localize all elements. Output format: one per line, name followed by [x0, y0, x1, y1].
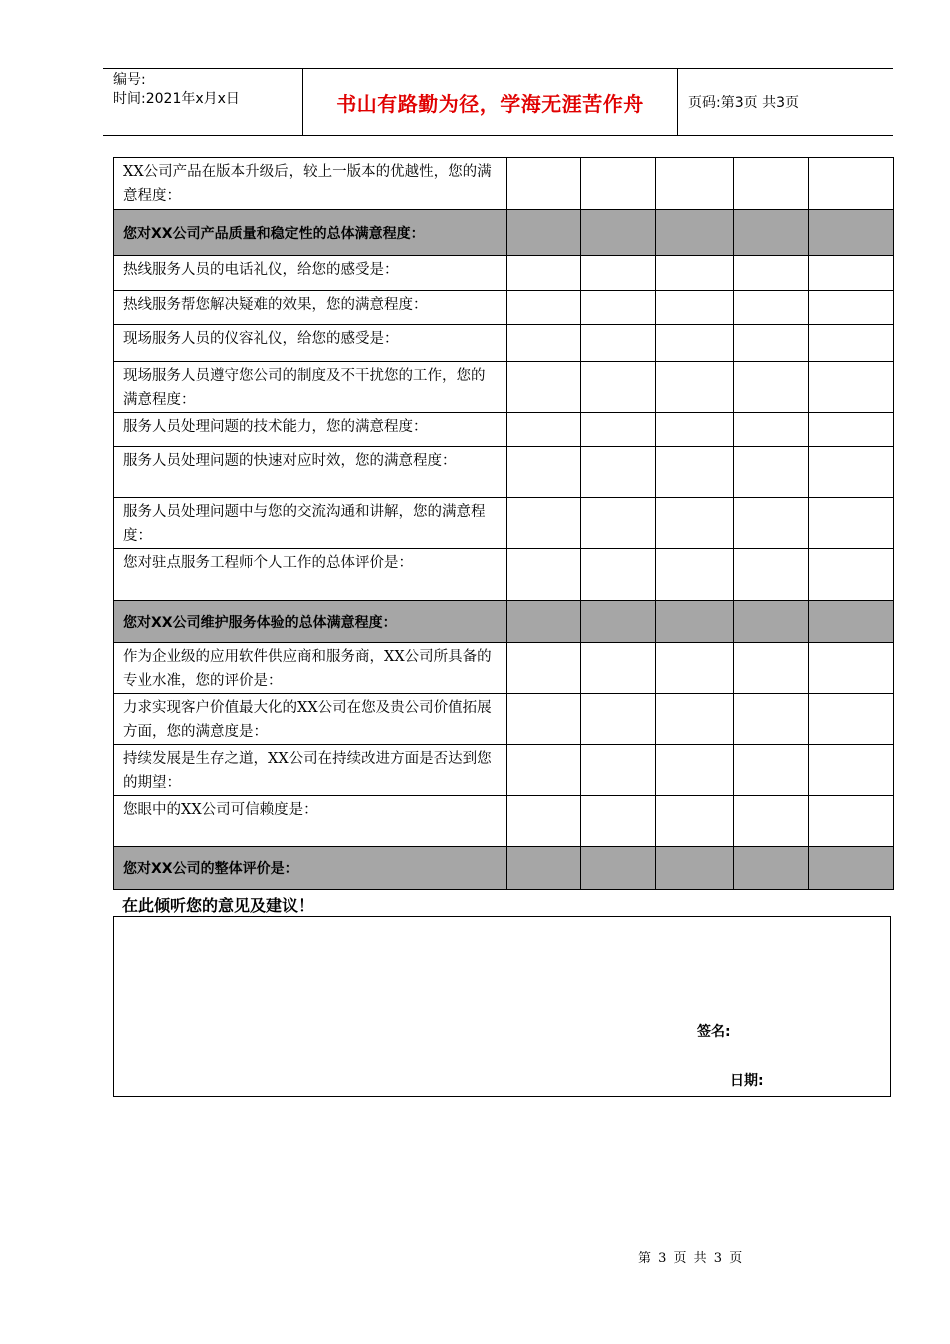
rating-cell[interactable] [581, 158, 656, 210]
question-text: 现场服务人员遵守您公司的制度及不干扰您的工作，您的满意程度： [114, 362, 507, 413]
rating-cell[interactable] [656, 158, 734, 210]
question-text: XX公司产品在版本升级后，较上一版本的优越性，您的满意程度： [114, 158, 507, 210]
table-row [114, 549, 894, 601]
survey-table [113, 157, 894, 890]
question-text: 热线服务人员的电话礼仪，给您的感受是： [114, 256, 507, 291]
rating-cell[interactable] [734, 745, 809, 796]
rating-cell[interactable] [656, 291, 734, 325]
rating-cell[interactable] [656, 745, 734, 796]
rating-cell[interactable] [581, 256, 656, 291]
date-label: 日期: [730, 1073, 764, 1089]
rating-cell[interactable] [809, 643, 894, 694]
question-text: 作为企业级的应用软件供应商和服务商，XX公司所具备的专业水准，您的评价是： [114, 643, 507, 694]
rating-cell [581, 210, 656, 256]
rating-cell[interactable] [581, 325, 656, 362]
rating-cell[interactable] [581, 694, 656, 745]
table-row [114, 745, 894, 796]
table-row [114, 498, 894, 549]
rating-cell[interactable] [809, 256, 894, 291]
rating-cell[interactable] [656, 694, 734, 745]
question-text: 服务人员处理问题中与您的交流沟通和讲解，您的满意程度： [114, 498, 507, 549]
rating-cell[interactable] [581, 291, 656, 325]
rating-cell[interactable] [581, 362, 656, 413]
question-text: 您对驻点服务工程师个人工作的总体评价是： [114, 549, 507, 601]
rating-cell[interactable] [656, 549, 734, 601]
rating-cell[interactable] [581, 549, 656, 601]
section-row [114, 847, 894, 890]
rating-cell[interactable] [734, 158, 809, 210]
rating-cell[interactable] [581, 447, 656, 498]
rating-cell[interactable] [809, 325, 894, 362]
header-motto: 书山有路勤为径，学海无涯苦作舟 [303, 69, 678, 135]
question-text: 服务人员处理问题的快速对应时效，您的满意程度： [114, 447, 507, 498]
section-label: 您对XX公司的整体评价是： [114, 847, 507, 890]
rating-cell[interactable] [581, 745, 656, 796]
rating-cell[interactable] [734, 694, 809, 745]
rating-cell[interactable] [809, 362, 894, 413]
number-label: 编号: [113, 72, 146, 88]
rating-cell [656, 601, 734, 643]
feedback-title: 在此倾听您的意见及建议！ [122, 896, 315, 915]
table-row [114, 291, 894, 325]
rating-cell[interactable] [734, 325, 809, 362]
question-text: 持续发展是生存之道，XX公司在持续改进方面是否达到您的期望： [114, 745, 507, 796]
section-row [114, 210, 894, 256]
rating-cell[interactable] [734, 549, 809, 601]
rating-cell[interactable] [809, 796, 894, 847]
table-row [114, 256, 894, 291]
table-row [114, 643, 894, 694]
rating-cell[interactable] [507, 643, 581, 694]
rating-cell[interactable] [581, 643, 656, 694]
table-row [114, 325, 894, 362]
section-label: 您对XX公司维护服务体验的总体满意程度： [114, 601, 507, 643]
rating-cell[interactable] [809, 413, 894, 447]
page-header [103, 68, 893, 136]
rating-cell[interactable] [656, 362, 734, 413]
rating-cell[interactable] [507, 325, 581, 362]
feedback-box[interactable] [113, 916, 891, 1097]
rating-cell [734, 601, 809, 643]
rating-cell[interactable] [734, 447, 809, 498]
table-row [114, 796, 894, 847]
rating-cell [809, 210, 894, 256]
table-row [114, 694, 894, 745]
table-row [114, 413, 894, 447]
rating-cell [656, 847, 734, 890]
header-page-label: 页码:第3页 共3页 [688, 95, 799, 111]
rating-cell[interactable] [734, 256, 809, 291]
question-text: 现场服务人员的仪容礼仪，给您的感受是： [114, 325, 507, 362]
rating-cell [507, 601, 581, 643]
rating-cell[interactable] [581, 796, 656, 847]
rating-cell[interactable] [656, 325, 734, 362]
rating-cell[interactable] [507, 447, 581, 498]
rating-cell [809, 601, 894, 643]
rating-cell[interactable] [507, 362, 581, 413]
rating-cell[interactable] [507, 796, 581, 847]
rating-cell[interactable] [581, 498, 656, 549]
section-label: 您对XX公司产品质量和稳定性的总体满意程度： [114, 210, 507, 256]
time-label: 时间:2021年x月x日 [113, 91, 240, 107]
rating-cell [507, 210, 581, 256]
rating-cell[interactable] [809, 745, 894, 796]
rating-cell[interactable] [507, 498, 581, 549]
rating-cell[interactable] [734, 498, 809, 549]
table-row [114, 158, 894, 210]
table-row [114, 447, 894, 498]
page-footer: 第 3 页 共 3 页 [638, 1251, 743, 1266]
rating-cell[interactable] [507, 256, 581, 291]
question-text: 服务人员处理问题的技术能力，您的满意程度： [114, 413, 507, 447]
rating-cell[interactable] [507, 158, 581, 210]
rating-cell [581, 601, 656, 643]
rating-cell [734, 847, 809, 890]
rating-cell[interactable] [656, 796, 734, 847]
rating-cell[interactable] [656, 256, 734, 291]
rating-cell[interactable] [507, 291, 581, 325]
rating-cell[interactable] [507, 549, 581, 601]
rating-cell[interactable] [656, 498, 734, 549]
rating-cell[interactable] [734, 291, 809, 325]
rating-cell [581, 847, 656, 890]
rating-cell [507, 847, 581, 890]
section-row [114, 601, 894, 643]
rating-cell [656, 210, 734, 256]
rating-cell[interactable] [581, 413, 656, 447]
rating-cell[interactable] [809, 498, 894, 549]
table-row [114, 362, 894, 413]
rating-cell[interactable] [507, 694, 581, 745]
rating-cell[interactable] [809, 694, 894, 745]
rating-cell[interactable] [507, 745, 581, 796]
rating-cell[interactable] [656, 643, 734, 694]
rating-cell[interactable] [734, 796, 809, 847]
rating-cell[interactable] [809, 549, 894, 601]
header-meta [103, 69, 303, 135]
rating-cell[interactable] [734, 643, 809, 694]
rating-cell[interactable] [734, 362, 809, 413]
rating-cell[interactable] [656, 413, 734, 447]
signature-label: 签名: [697, 1024, 731, 1040]
rating-cell[interactable] [809, 291, 894, 325]
rating-cell[interactable] [656, 447, 734, 498]
rating-cell[interactable] [809, 447, 894, 498]
rating-cell[interactable] [809, 158, 894, 210]
rating-cell [734, 210, 809, 256]
question-text: 力求实现客户价值最大化的XX公司在您及贵公司价值拓展方面，您的满意度是： [114, 694, 507, 745]
rating-cell[interactable] [734, 413, 809, 447]
rating-cell[interactable] [507, 413, 581, 447]
question-text: 热线服务帮您解决疑难的效果，您的满意程度： [114, 291, 507, 325]
rating-cell [809, 847, 894, 890]
question-text: 您眼中的XX公司可信赖度是： [114, 796, 507, 847]
